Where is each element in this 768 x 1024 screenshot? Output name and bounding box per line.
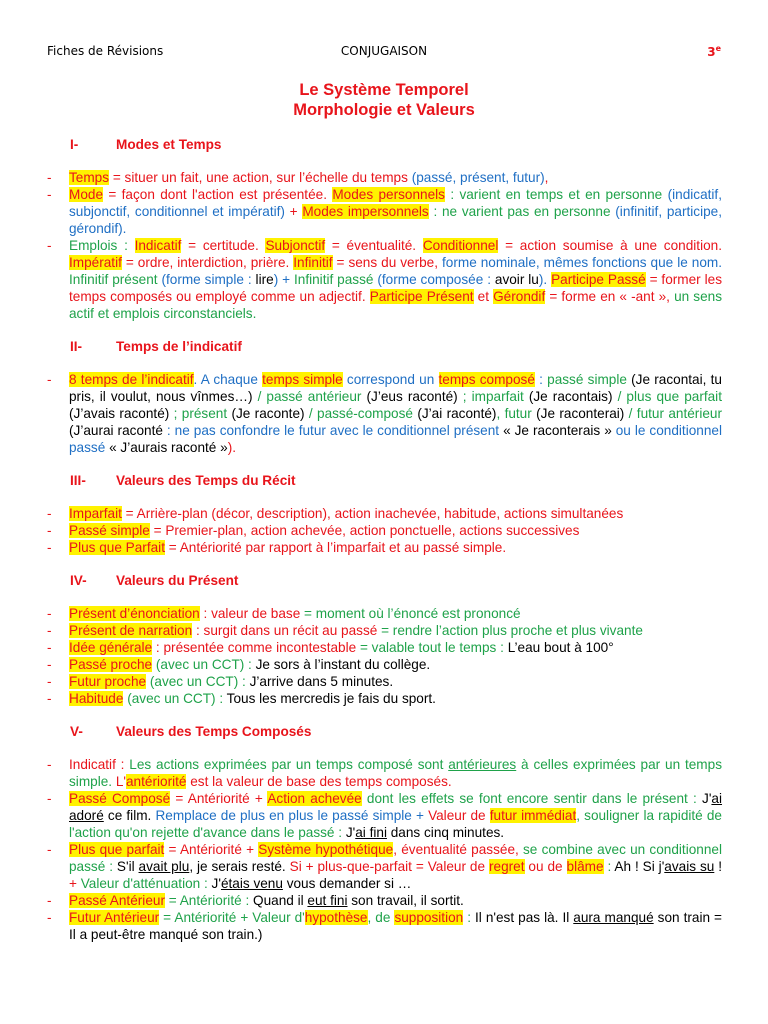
document-body xyxy=(47,136,722,943)
text-run: Tous les mercredis je fais du sport. xyxy=(226,691,436,706)
text-run: ou le conditionnel passé xyxy=(69,423,722,455)
section-title: Valeurs des Temps du Récit xyxy=(116,473,296,488)
text-run: J’arrive dans 5 minutes. xyxy=(249,674,394,689)
bullet-dash: - xyxy=(47,842,52,857)
text-run: est la valeur de base des temps composés. xyxy=(186,774,452,789)
text-run: lire xyxy=(255,272,274,287)
list-item xyxy=(47,892,722,909)
text-run: Remplace de plus en plus le passé simple + xyxy=(155,808,429,823)
text-run: / futur antérieur xyxy=(628,406,722,421)
highlighted-term: Impératif xyxy=(69,255,122,270)
list-item xyxy=(47,639,722,656)
header-center: CONJUGAISON xyxy=(340,44,428,58)
text-run: ). xyxy=(538,272,552,287)
bullet-dash: - xyxy=(47,674,52,689)
text-run: Ah ! Si j' xyxy=(614,859,665,874)
highlighted-term: Passé Antérieur xyxy=(69,893,165,908)
highlighted-term: Modes impersonnels xyxy=(302,204,429,219)
text-run: . A chaque xyxy=(193,372,263,387)
section-heading-2 xyxy=(47,338,722,355)
text-run: ! xyxy=(714,859,723,874)
list-item xyxy=(47,605,722,622)
highlighted-term: Subjonctif xyxy=(265,238,326,253)
section-number: II- xyxy=(70,339,83,354)
highlighted-term: supposition xyxy=(394,910,464,925)
text-run: (forme composée : xyxy=(377,272,495,287)
header-left: Fiches de Révisions xyxy=(47,44,164,58)
text-run: : ne varient pas en personne xyxy=(428,204,616,219)
text-run: : xyxy=(463,910,476,925)
highlighted-term: blâme xyxy=(566,859,604,874)
list-item xyxy=(47,656,722,673)
highlighted-term: 8 temps de l’indicatif xyxy=(69,372,194,387)
highlighted-term: Passé simple xyxy=(69,523,150,538)
highlighted-term: antériorité xyxy=(126,774,187,789)
section-title: Modes et Temps xyxy=(116,137,222,152)
section-heading-4 xyxy=(47,572,722,589)
text-run: S'il xyxy=(116,859,139,874)
text-run: un sens actif et emplois circonstanciels. xyxy=(69,289,722,321)
highlighted-term: Participe Passé xyxy=(551,272,646,287)
highlighted-term: Présent de narration xyxy=(69,623,193,638)
text-run: avais su xyxy=(664,859,715,874)
bullet-dash: - xyxy=(47,187,52,202)
bullet-dash: - xyxy=(47,791,52,806)
text-run: = moment où l’énoncé est prononcé xyxy=(304,606,521,621)
text-run: = Premier-plan, action achevée, action ponctuelle, actions successives xyxy=(149,523,580,538)
section-number: IV- xyxy=(70,573,87,588)
section-heading-1 xyxy=(47,136,722,153)
bullet-dash: - xyxy=(47,606,52,621)
text-run: eut fini xyxy=(307,893,348,908)
bullet-dash: - xyxy=(47,506,52,521)
text-run: Je sors à l’instant du collège. xyxy=(255,657,431,672)
list-item xyxy=(47,237,722,322)
highlighted-term: Infinitif xyxy=(293,255,333,270)
bullet-dash: - xyxy=(47,372,52,387)
section-list xyxy=(47,169,722,322)
text-run: (Je raconte) xyxy=(231,406,309,421)
text-run: dont les effets se font encore sentir dans le présent : xyxy=(361,791,703,806)
text-run: Infinitif présent xyxy=(69,272,162,287)
list-item xyxy=(47,539,722,556)
list-item xyxy=(47,690,722,707)
section-number: I- xyxy=(70,137,79,152)
bullet-dash: - xyxy=(47,657,52,672)
bullet-dash: - xyxy=(47,910,52,925)
bullet-dash: - xyxy=(47,540,52,555)
text-run: = éventualité. xyxy=(325,238,423,253)
text-run: , souligner la rapidité de l'action qu'on rejette d'avance dans le passé : xyxy=(69,808,722,840)
section-title: Valeurs des Temps Composés xyxy=(116,724,312,739)
text-run: Si + plus-que-parfait = Valeur de xyxy=(289,859,489,874)
section-list xyxy=(47,371,722,456)
text-run: correspond un xyxy=(342,372,439,387)
text-run: Il n'est pas là. Il xyxy=(475,910,574,925)
text-run: ) + xyxy=(273,272,294,287)
highlighted-term: Présent d’énonciation xyxy=(69,606,200,621)
title-line-1: Le Système Temporel xyxy=(299,81,469,99)
list-item xyxy=(47,371,722,456)
text-run: : xyxy=(603,859,615,874)
text-run: + xyxy=(69,876,81,891)
text-run: aura manqué xyxy=(573,910,654,925)
list-item xyxy=(47,622,722,639)
document-title xyxy=(0,80,768,120)
highlighted-term: regret xyxy=(488,859,525,874)
list-item xyxy=(47,505,722,522)
text-run: (indicatif, subjonctif, conditionnel et impératif) xyxy=(69,187,722,219)
text-run: = former les temps composés ou employé comme un adjectif. xyxy=(69,272,722,304)
list-item xyxy=(47,522,722,539)
highlighted-term: Idée générale xyxy=(69,640,153,655)
highlighted-term: Action achevée xyxy=(267,791,362,806)
text-run: vous demander si … xyxy=(282,876,412,891)
section-title: Temps de l’indicatif xyxy=(116,339,242,354)
text-run: / xyxy=(257,389,267,404)
text-run: : présentée comme incontestable xyxy=(152,640,360,655)
highlighted-term: futur immédiat xyxy=(489,808,577,823)
text-run: passé antérieur xyxy=(266,389,367,404)
section-heading-5 xyxy=(47,723,722,740)
list-item xyxy=(47,909,722,943)
bullet-dash: - xyxy=(47,523,52,538)
text-run: (avec un CCT) : xyxy=(152,657,256,672)
text-run: se combine avec un conditionnel passé : xyxy=(69,842,722,874)
text-run: L' xyxy=(115,774,126,789)
text-run: étais venu xyxy=(220,876,283,891)
highlighted-term: Participe Présent xyxy=(369,289,474,304)
text-run: (avec un CCT) : xyxy=(146,674,250,689)
text-run: présent xyxy=(181,406,232,421)
bullet-dash: - xyxy=(47,640,52,655)
highlighted-term: Mode xyxy=(69,187,104,202)
text-run: Valeur d'atténuation : xyxy=(80,876,212,891)
text-run: = Antériorité + xyxy=(164,842,259,857)
text-run: (J’ai raconté) xyxy=(417,406,497,421)
text-run: (J’eus raconté) xyxy=(366,389,463,404)
bullet-dash: - xyxy=(47,623,52,638)
highlighted-term: temps composé xyxy=(438,372,535,387)
section-list xyxy=(47,605,722,707)
highlighted-term: Plus que parfait xyxy=(69,842,165,857)
section-number: III- xyxy=(70,473,86,488)
text-run: : varient en temps et en personne xyxy=(444,187,668,202)
text-run: (Je racontais) xyxy=(528,389,618,404)
header-right xyxy=(707,44,721,59)
text-run: forme nominale, mêmes fonctions que le nom. xyxy=(442,255,722,270)
text-run: son train = Il a peut-être manqué son train.) xyxy=(69,910,722,942)
list-item xyxy=(47,841,722,892)
list-item xyxy=(47,186,722,237)
text-run: , de xyxy=(367,910,395,925)
highlighted-term: Imparfait xyxy=(69,506,122,521)
section-list xyxy=(47,756,722,943)
text-run: avoir lu xyxy=(494,272,539,287)
text-run: / passé-composé xyxy=(308,406,418,421)
text-run: (forme simple : xyxy=(161,272,256,287)
list-item xyxy=(47,673,722,690)
highlighted-term: hypothèse xyxy=(304,910,368,925)
text-run: dans cinq minutes. xyxy=(386,825,505,840)
text-run: : ne pas confondre le futur avec le conditionnel présent xyxy=(166,423,504,438)
title-line-2: Morphologie et Valeurs xyxy=(293,101,475,119)
text-run: , futur xyxy=(496,406,537,421)
text-run: (J’avais raconté) xyxy=(69,406,174,421)
section-heading-3 xyxy=(47,472,722,489)
text-run: = action soumise à une condition. xyxy=(498,238,722,253)
text-run: ). xyxy=(227,440,237,455)
text-run: (infinitif, participe, gérondif). xyxy=(69,204,722,236)
highlighted-term: Passé Composé xyxy=(69,791,171,806)
text-run: antérieures xyxy=(448,757,517,772)
section-title: Valeurs du Présent xyxy=(116,573,239,588)
text-run: = Arrière-plan (décor, description), action inachevée, habitude, actions simultanées xyxy=(121,506,624,521)
text-run: + xyxy=(284,204,303,219)
text-run: = forme en « -ant », xyxy=(545,289,675,304)
text-run: Indicatif : xyxy=(69,757,130,772)
list-item xyxy=(47,756,722,790)
text-run: L’eau bout à 100° xyxy=(507,640,614,655)
text-run: J' xyxy=(702,791,712,806)
text-run: (J’aurai raconté xyxy=(69,423,167,438)
text-run: : xyxy=(534,372,548,387)
highlighted-term: Système hypothétique xyxy=(258,842,394,857)
highlighted-term: Conditionnel xyxy=(422,238,499,253)
text-run: ai adoré xyxy=(69,791,723,823)
text-run: , xyxy=(544,170,549,185)
text-run: passé simple xyxy=(547,372,632,387)
text-run: et xyxy=(473,289,494,304)
section-number: V- xyxy=(70,724,83,739)
highlighted-term: Modes personnels xyxy=(332,187,445,202)
highlighted-term: Plus que Parfait xyxy=(69,540,165,555)
text-run: ; xyxy=(462,389,472,404)
text-run: J' xyxy=(345,825,356,840)
text-run: ou de xyxy=(524,859,567,874)
highlighted-term: Habitude xyxy=(69,691,124,706)
text-run: = valable tout le temps : xyxy=(359,640,508,655)
text-run: , je serais resté. xyxy=(189,859,290,874)
text-run: = Antériorité par rapport à l’imparfait et au passé simple. xyxy=(164,540,507,555)
text-run: avait plu xyxy=(138,859,190,874)
bullet-dash: - xyxy=(47,691,52,706)
text-run: « J’aurais raconté » xyxy=(109,440,228,455)
list-item xyxy=(47,790,722,841)
text-run: : surgit dans un récit au passé xyxy=(192,623,382,638)
text-run: Les actions exprimées par un temps composé sont xyxy=(129,757,449,772)
header-grade-suffix: e xyxy=(715,44,721,53)
highlighted-term: Futur Antérieur xyxy=(69,910,160,925)
text-run: son travail, il sortit. xyxy=(347,893,464,908)
text-run: / plus que parfait xyxy=(617,389,722,404)
text-run: Valeur de xyxy=(428,808,490,823)
text-run: Infinitif passé xyxy=(293,272,378,287)
bullet-dash: - xyxy=(47,757,52,772)
text-run: = Antériorité + Valeur d' xyxy=(159,910,305,925)
text-run: : valeur de base xyxy=(199,606,305,621)
highlighted-term: Gérondif xyxy=(493,289,546,304)
bullet-dash: - xyxy=(47,893,52,908)
text-run: (avec un CCT) : xyxy=(123,691,227,706)
text-run: « Je raconterais » xyxy=(503,423,616,438)
text-run: , éventualité passée, xyxy=(393,842,523,857)
text-run: (passé, présent, futur) xyxy=(411,170,545,185)
text-run: = façon dont l'action est présentée. xyxy=(103,187,333,202)
page-header xyxy=(47,44,721,62)
highlighted-term: Passé proche xyxy=(69,657,153,672)
text-run: = Antériorité : xyxy=(164,893,253,908)
text-run: = certitude. xyxy=(181,238,266,253)
highlighted-term: Indicatif xyxy=(134,238,182,253)
bullet-dash: - xyxy=(47,238,52,253)
text-run: = situer un fait, une action, sur l’échelle du temps xyxy=(109,170,412,185)
text-run: ce film. xyxy=(103,808,156,823)
text-run: à celles exprimées par un temps simple. xyxy=(69,757,722,789)
text-run: Emplois : xyxy=(69,238,135,253)
header-grade: 3 xyxy=(707,45,716,59)
text-run: ; xyxy=(173,406,182,421)
text-run: J' xyxy=(211,876,221,891)
highlighted-term: temps simple xyxy=(262,372,343,387)
text-run: imparfait xyxy=(471,389,529,404)
highlighted-term: Futur proche xyxy=(69,674,147,689)
text-run: (Je racontai, tu pris, il voulut, nous vînmes…) xyxy=(69,372,722,404)
text-run: = ordre, interdiction, prière. xyxy=(121,255,294,270)
text-run: = rendre l’action plus proche et plus vivante xyxy=(381,623,643,638)
text-run: (Je raconterai) xyxy=(536,406,629,421)
text-run: = Antériorité + xyxy=(170,791,268,806)
text-run: ai fini xyxy=(355,825,387,840)
highlighted-term: Temps xyxy=(69,170,110,185)
list-item xyxy=(47,169,722,186)
bullet-dash: - xyxy=(47,170,52,185)
text-run: = sens du verbe, xyxy=(332,255,442,270)
section-list xyxy=(47,505,722,556)
text-run: Quand il xyxy=(253,893,308,908)
